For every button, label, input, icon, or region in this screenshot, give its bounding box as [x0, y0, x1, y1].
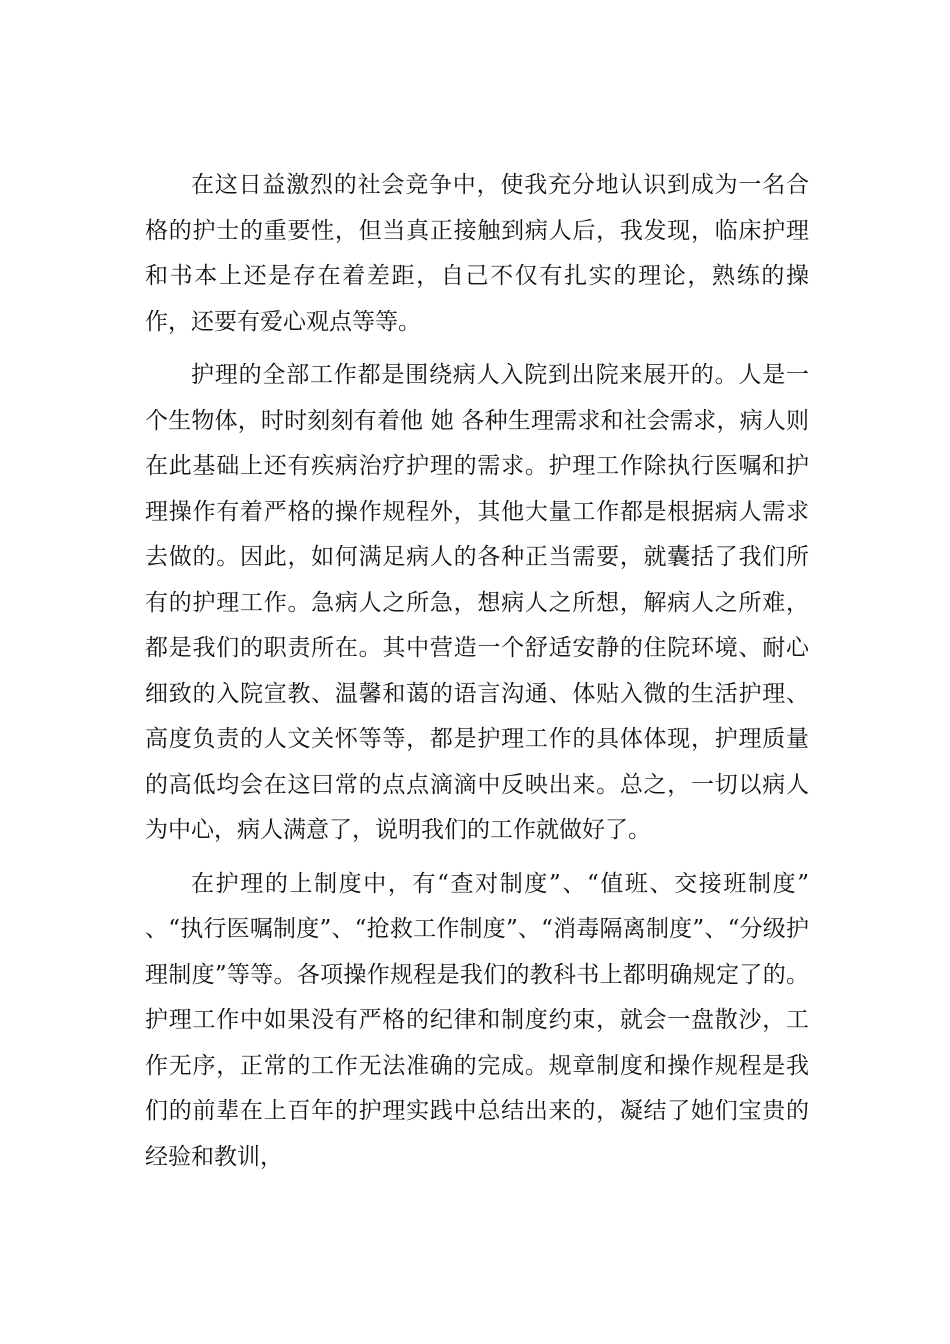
paragraph-2: 护理的全部工作都是围绕病人入院到出院来展开的。人是一个生物体，时时刻刻有着他 她 各种生理需求和社会需求，病人则在此基础上还有疾病治疗护理的需求。护理工作除执行医嘱和护理操作有着严格的操作规程外，其他大量工作都是根据病人需求去做的。因此，如何满足病人的各种正当需要，就囊括了我们所有的护理工作。急病人之所急，想病人之所想，解病人之所难，都是我们的职责所在。其中营造一个舒适安静的住院环境、耐心细致的入院宣教、温馨和蔼的语言沟通、体贴入微的生活护理、高度负责的人文关怀等等，都是护理工作的具体体现，护理质量的高低均会在这曰常的点点滴滴中反映出来。总之，一切以病人为中心，病人满意了，说明我们的工作就做好了。	[145, 362, 809, 843]
paragraph-3: 在护理的上制度中，有“查对制度”、“值班、交接班制度” 、“执行医嘱制度”、“抢救工作制度”、“消毒隔离制度”、“分级护理制度”等等。各项操作规程是我们的教科书上都明确规定了的。护理工作中如果没有严格的纪律和制度约束，就会一盘散沙，工作无序，正常的工作无法准确的完成。规章制度和操作规程是我们的前辈在上百年的护理实践中总结出来的，凝结了她们宝贵的经验和教训，	[145, 870, 809, 1170]
paragraph-1: 在这日益激烈的社会竞争中，使我充分地认识到成为一名合格的护士的重要性，但当真正接触到病人后，我发现，临床护理和书本上还是存在着差距，自己不仅有扎实的理论，熟练的操作，还要有爱心观点等等。	[145, 172, 809, 335]
document-body	[145, 163, 809, 1180]
